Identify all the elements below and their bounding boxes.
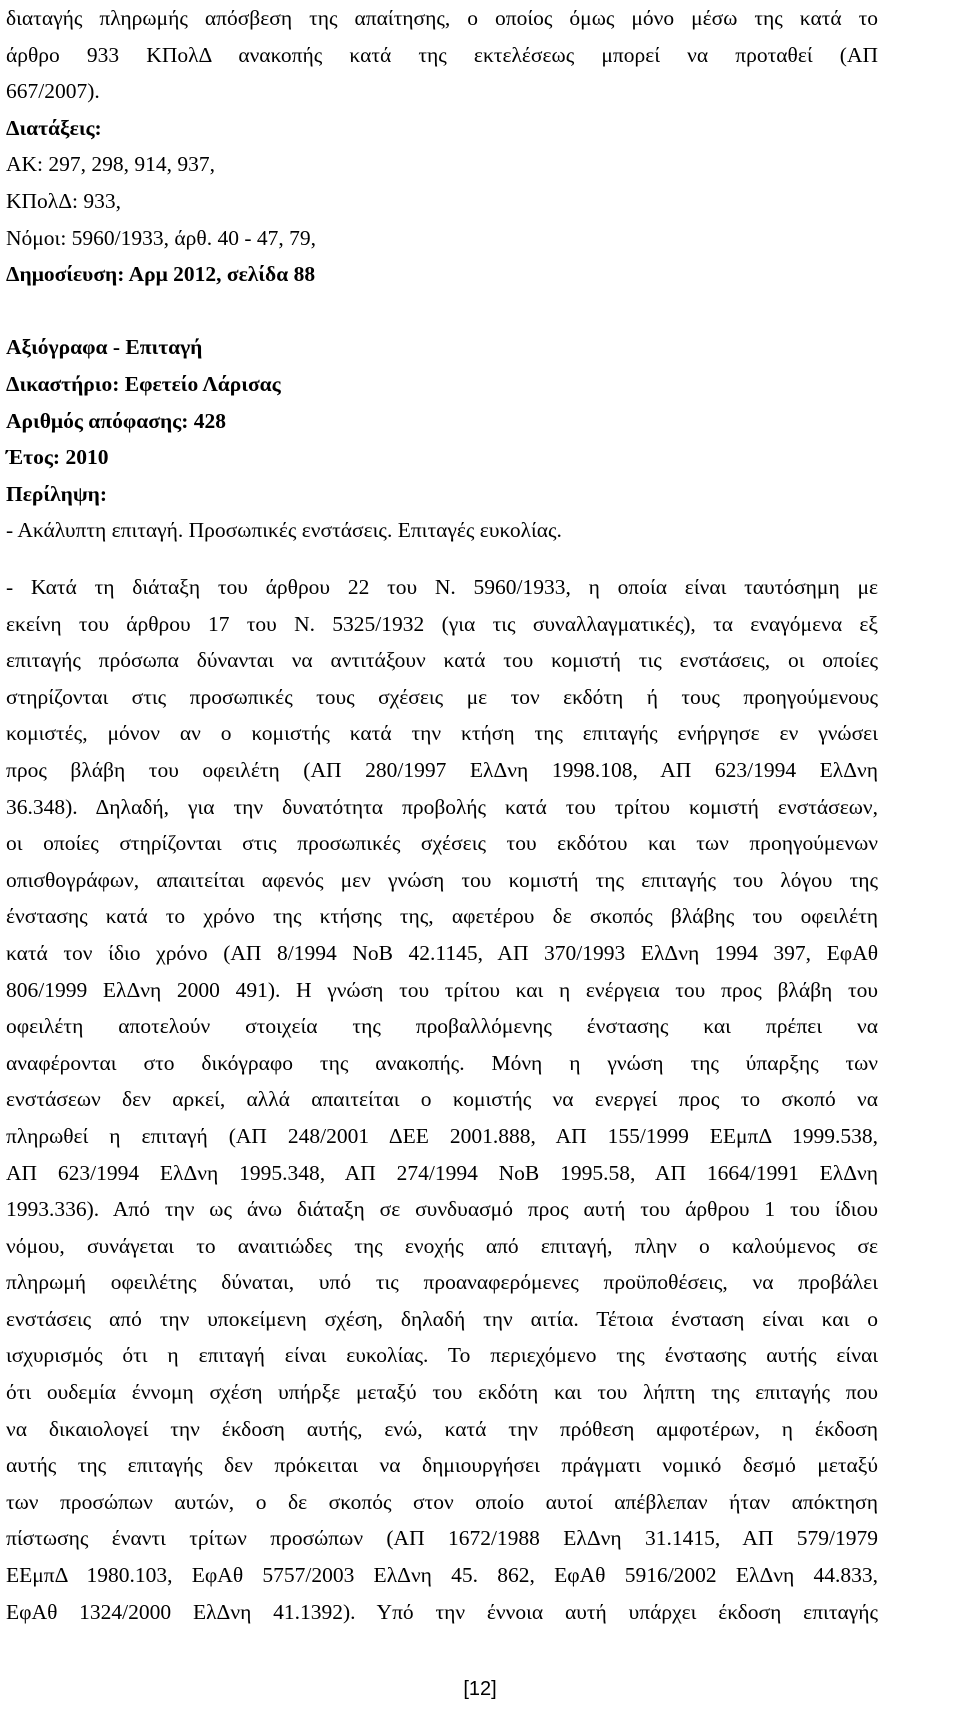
summary-line: 806/1999 ΕλΔνη 2000 491). Η γνώση του τρίτου και η ενέργεια του προς βλάβη του (6, 977, 878, 1002)
summary-line: αυτής της επιταγής δεν πρόκειται να δημιουργήσει πράγματι νομικό δεσμό μεταξύ (6, 1453, 878, 1478)
summary-line: προς βλάβη του οφειλέτη (ΑΠ 280/1997 ΕλΔνη 1998.108, ΑΠ 623/1994 ΕλΔνη (6, 757, 878, 782)
publication-line: Δημοσίευση: Αρμ 2012, σελίδα 88 (6, 262, 316, 287)
body-line: 667/2007). (6, 79, 100, 104)
summary-line: ένστασης κατά το χρόνο της κτήσης της, αφετέρου δε σκοπός βλάβης του οφειλέτη (6, 904, 878, 929)
summary-line: πίστωσης έναντι τρίτων προσώπων (ΑΠ 1672/1988 ΕλΔνη 31.1415, ΑΠ 579/1979 (6, 1526, 878, 1551)
summary-line: ενστάσεις από την υποκείμενη σχέση, δηλαδή την αιτία. Τέτοια ένσταση είναι και ο (6, 1306, 878, 1331)
summary-line: - Ακάλυπτη επιταγή. Προσωπικές ενστάσεις. Επιταγές ευκολίας. (6, 518, 562, 543)
summary-line: στηρίζονται στις προσωπικές τους σχέσεις με τον εκδότη ή τους προηγούμενους (6, 684, 878, 709)
summary-line: κατά τον ίδιο χρόνο (ΑΠ 8/1994 ΝοΒ 42.1145, ΑΠ 370/1993 ΕλΔνη 1994 397, ΕφΑθ (6, 940, 878, 965)
summary-line: 1993.336). Από την ως άνω διάταξη σε συνδυασμό προς αυτή του άρθρου 1 του ίδιου (6, 1197, 878, 1222)
summary-line: ΕΕμπΔ 1980.103, ΕφΑθ 5757/2003 ΕλΔνη 45. 862, ΕφΑθ 5916/2002 ΕλΔνη 44.833, (6, 1563, 878, 1588)
summary-line: νόμου, συνάγεται το αναιτιώδες της ενοχής από επιταγή, πλην ο καλούμενος σε (6, 1233, 878, 1258)
summary-line: ενστάσεων δεν αρκεί, αλλά απαιτείται ο κομιστής να ενεργεί προς το σκοπό να (6, 1087, 878, 1112)
summary-line: των προσώπων αυτών, ο δε σκοπός στον οποίο αυτοί απέβλεπαν ήταν απόκτηση (6, 1489, 878, 1514)
document-page (6, 0, 878, 549)
case-court: Δικαστήριο: Εφετείο Λάρισας (6, 371, 281, 396)
summary-line: οφειλέτη αποτελούν στοιχεία της προβαλλόμενης ένστασης και πρέπει να (6, 1014, 878, 1039)
provision-line: ΚΠολΔ: 933, (6, 188, 122, 213)
body-line: διαταγής πληρωμής απόσβεση της απαίτησης, ο οποίος όμως μόνο μέσω της κατά το (6, 6, 878, 30)
case-title: Αξιόγραφα - Επιταγή (6, 335, 203, 360)
summary-line: επιταγής πρόσωπα δύνανται να αντιτάξουν κατά του κομιστή τις ενστάσεις, οι οποίες (6, 648, 878, 673)
summary-heading: Περίληψη: (6, 481, 108, 506)
provisions-heading: Διατάξεις: (6, 115, 102, 140)
summary-line: πληρωθεί η επιταγή (ΑΠ 248/2001 ΔΕΕ 2001.888, ΑΠ 155/1999 ΕΕμπΔ 1999.538, (6, 1123, 878, 1148)
summary-line: ότι ουδεμία έννομη σχέση υπήρξε μεταξύ του εκδότη και του λήπτη της επιταγής που (6, 1380, 878, 1405)
summary-line: οι οποίες στηρίζονται στις προσωπικές σχέσεις του εκδότου και των προηγούμενων (6, 831, 878, 856)
summary-line: ΕφΑθ 1324/2000 ΕλΔνη 41.1392). Υπό την έννοια αυτή υπάρχει έκδοση επιταγής (6, 1599, 878, 1624)
provision-line: ΑΚ: 297, 298, 914, 937, (6, 152, 216, 177)
summary-line: - Κατά τη διάταξη του άρθρου 22 του Ν. 5960/1933, η οποία είναι ταυτόσημη με (6, 575, 878, 599)
case-year: Έτος: 2010 (6, 445, 109, 470)
provision-line: Νόμοι: 5960/1933, άρθ. 40 - 47, 79, (6, 225, 316, 250)
page-number: [12] (463, 1678, 497, 1700)
summary-line: να δικαιολογεί την έκδοση αυτής, ενώ, κατά την πρόθεση αμφοτέρων, η έκδοση (6, 1416, 878, 1441)
blank-line (6, 293, 878, 330)
summary-body (6, 569, 878, 1630)
summary-line: ισχυρισμός ότι η επιταγή είναι ευκολίας. Το περιεχόμενο της ένστασης αυτής είναι (6, 1343, 878, 1368)
summary-line: κομιστές, μόνον αν ο κομιστής κατά την κτήση της επιταγής ενήργησε εν γνώσει (6, 721, 878, 746)
summary-line: εκείνη του άρθρου 17 του Ν. 5325/1932 (για τις συναλλαγματικές), τα εναγόμενα εξ (6, 611, 878, 636)
case-decision-number: Αριθμός απόφασης: 428 (6, 408, 227, 433)
summary-line: αναφέρονται στο δικόγραφο της ανακοπής. Μόνη η γνώση της ύπαρξης των (6, 1050, 878, 1075)
summary-line: ΑΠ 623/1994 ΕλΔνη 1995.348, ΑΠ 274/1994 ΝοΒ 1995.58, ΑΠ 1664/1991 ΕλΔνη (6, 1160, 878, 1185)
summary-line: οπισθογράφων, απαιτείται αφενός μεν γνώση του κομιστή της επιταγής του λόγου της (6, 867, 878, 892)
summary-line: πληρωμή οφειλέτης δύναται, υπό τις προαναφερόμενες προϋποθέσεις, να προβάλει (6, 1270, 878, 1295)
summary-line: 36.348). Δηλαδή, για την δυνατότητα προβολής κατά του τρίτου κομιστή ενστάσεων, (6, 794, 878, 819)
body-line: άρθρο 933 ΚΠολΔ ανακοπής κατά της εκτελέσεως μπορεί να προταθεί (ΑΠ (6, 42, 878, 67)
